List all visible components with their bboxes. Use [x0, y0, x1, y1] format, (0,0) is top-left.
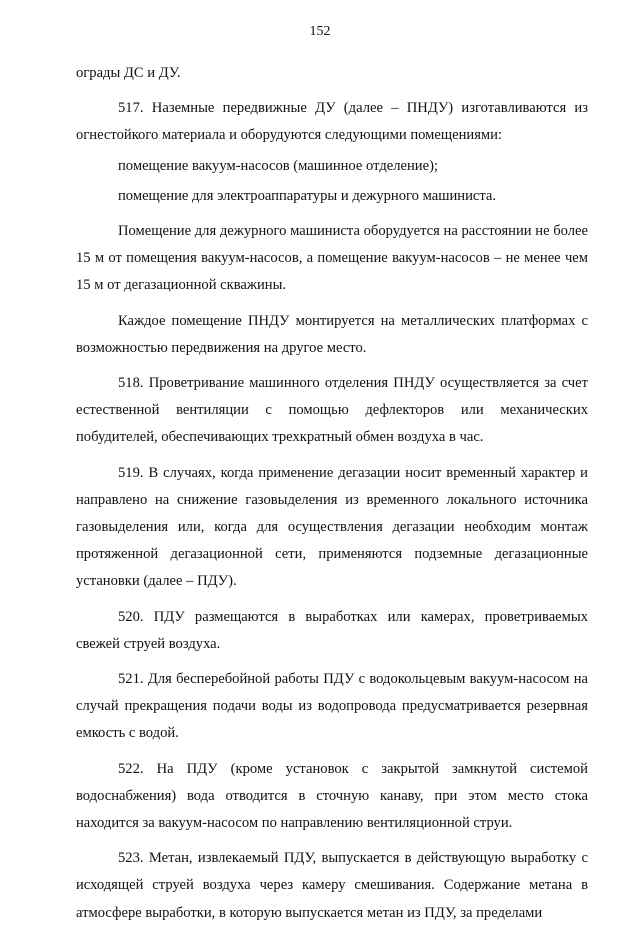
paragraph-519: 519. В случаях, когда применение дегазации носит временный характер и направлено на снижение газовыделения из временного локального источника газовыделения или, когда для осуществления дегазации необходим монтаж протяженной дегазационной сети, применяются подземные дегазационные установки (далее – ПДУ). [76, 464, 588, 590]
paragraph-517: 517. Наземные передвижные ДУ (далее – ПНДУ) изготавливаются из огнестойкого материала и оборудуются следующими помещениями: [76, 100, 588, 144]
paragraph-523: 523. Метан, извлекаемый ПДУ, выпускается в действующую выработку с исходящей струей воздуха через камеру смешивания. Содержание метана в атмосфере выработки, в которую выпускается метан из ПДУ, за пределами [76, 850, 588, 921]
paragraph-521: 521. Для бесперебойной работы ПДУ с водокольцевым вакуум-насосом на случай прекращения подачи воды из водопровода предусматривается резервная емкость с водой. [76, 671, 588, 742]
paragraph-518: 518. Проветривание машинного отделения ПНДУ осуществляется за счет естественной вентиляции с помощью дефлекторов или механических побудителей, обеспечивающих трехкратный обмен воздуха в час. [76, 375, 588, 446]
paragraph-520: 520. ПДУ размещаются в выработках или камерах, проветриваемых свежей струей воздуха. [76, 608, 588, 652]
document-body [76, 60, 588, 927]
paragraph-522: 522. На ПДУ (кроме установок с закрытой замкнутой системой водоснабжения) вода отводится в сточную канаву, при этом место стока находится за вакуум-насосом по направлению вентиляционной струи. [76, 760, 588, 832]
list-item-electro-room: помещение для электроаппаратуры и дежурного машиниста. [118, 187, 497, 204]
list-item-pump-room: помещение вакуум-насосов (машинное отделение); [118, 157, 439, 174]
page-number: 152 [309, 24, 331, 39]
paragraph-operator-room: Помещение для дежурного машиниста оборудуется на расстоянии не более 15 м от помещения вакуум-насосов, а помещение вакуум-насосов – не менее чем 15 м от дегазационной скважины. [76, 223, 588, 294]
paragraph-continuation: ограды ДС и ДУ. [76, 65, 181, 81]
paragraph-platforms: Каждое помещение ПНДУ монтируется на металлических платформах с возможностью передвижения на другое место. [76, 312, 588, 356]
